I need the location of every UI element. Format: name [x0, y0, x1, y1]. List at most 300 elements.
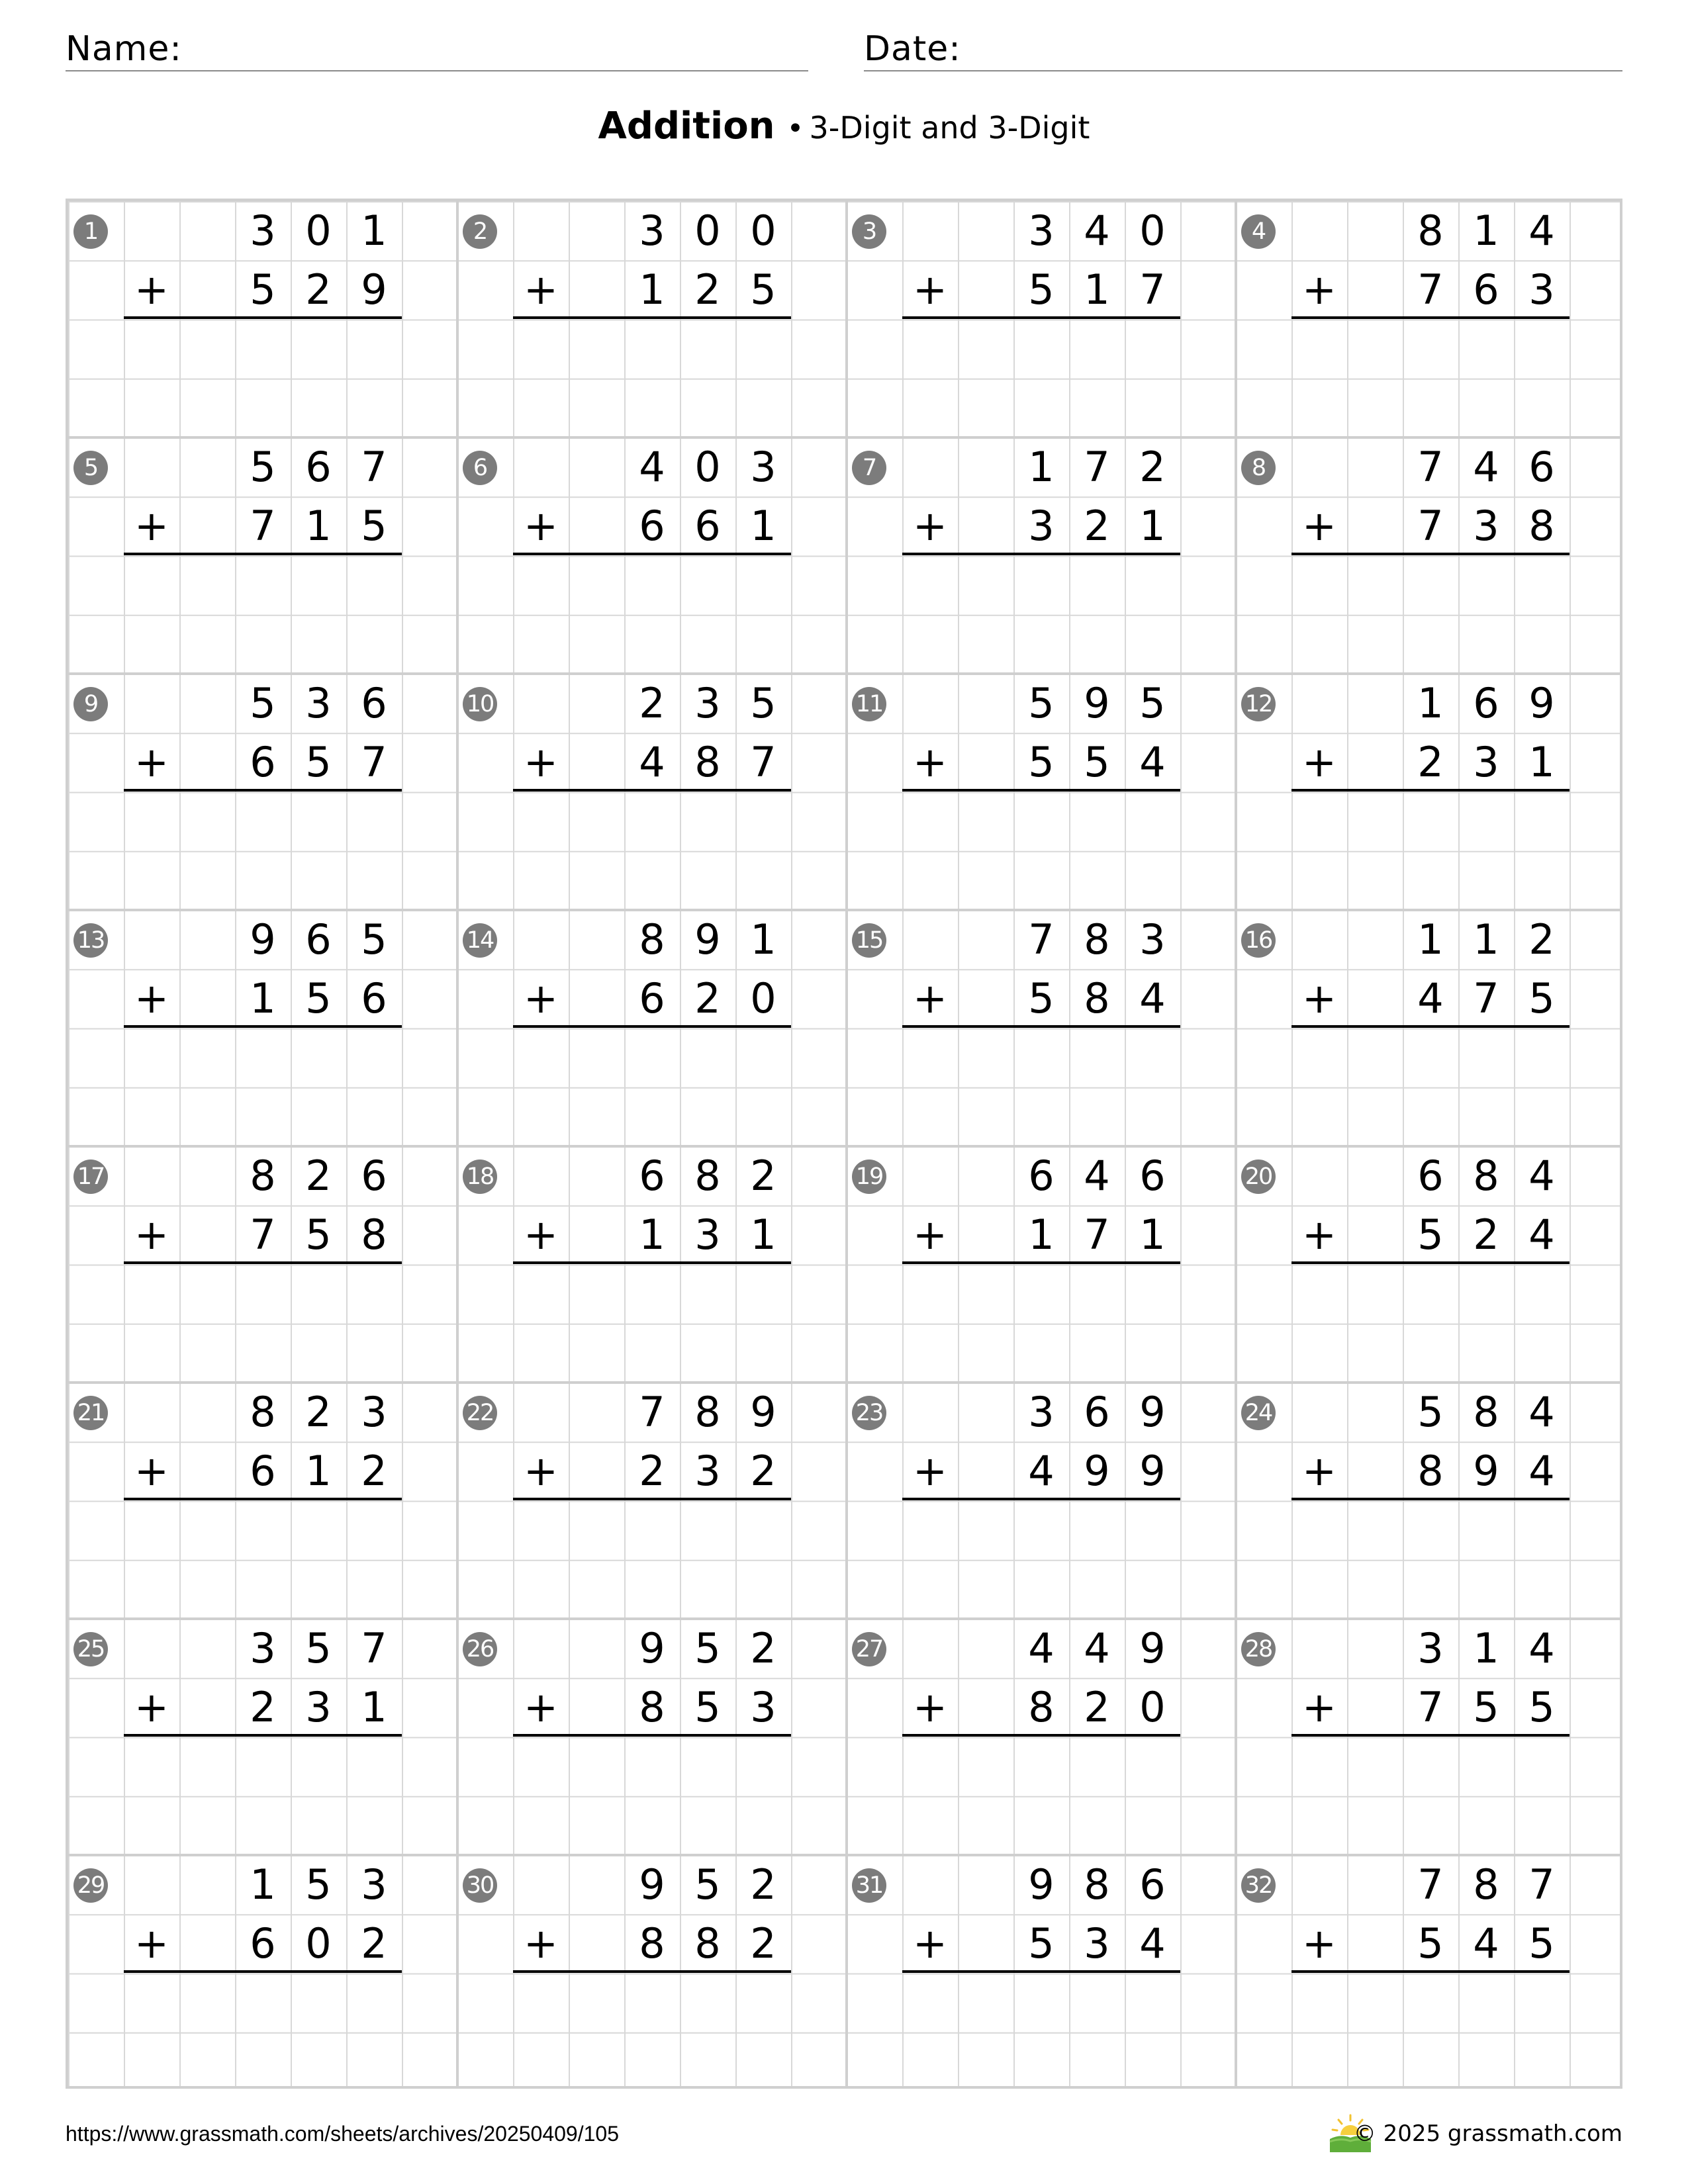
problem-16	[1236, 910, 1625, 1146]
addend-bottom-digit: 5	[305, 974, 332, 1023]
problem-number-badge: 18	[463, 1160, 497, 1194]
problem-number-badge: 13	[73, 923, 108, 958]
addend-top-digit: 2	[750, 1152, 776, 1200]
addend-bottom-digit: 1	[1028, 1210, 1055, 1259]
addend-top-digit: 9	[1028, 1860, 1055, 1909]
problem-10	[457, 674, 847, 910]
addend-top-digit: 1	[750, 915, 776, 964]
problem-1	[68, 201, 457, 437]
problem-number-badge: 15	[852, 923, 886, 958]
problem-number-badge: 14	[463, 923, 497, 958]
addend-bottom-digit: 3	[694, 1447, 721, 1496]
answer-area[interactable]	[958, 320, 1180, 438]
date-field[interactable]	[864, 25, 1622, 71]
answer-line	[124, 1261, 402, 1264]
addend-top-digit: 2	[1528, 915, 1555, 964]
plus-sign: +	[913, 1919, 947, 1968]
plus-sign: +	[913, 1210, 947, 1259]
addend-top-digit: 4	[639, 443, 665, 491]
addend-bottom-digit: 1	[1139, 502, 1166, 551]
addend-bottom-digit: 5	[1028, 738, 1055, 787]
addend-top-digit: 4	[1528, 206, 1555, 255]
addend-bottom-digit: 5	[1028, 265, 1055, 314]
addend-bottom-digit: 2	[1084, 1683, 1110, 1732]
addend-bottom-digit: 4	[1473, 1919, 1499, 1968]
problem-26	[457, 1619, 847, 1855]
plus-sign: +	[913, 502, 947, 550]
addend-top-digit: 8	[1473, 1860, 1499, 1909]
plus-sign: +	[1302, 1919, 1336, 1968]
addend-top-digit: 8	[1417, 206, 1444, 255]
addend-bottom-digit: 7	[750, 738, 776, 787]
title-separator: •	[786, 112, 804, 146]
problem-number-badge: 28	[1241, 1632, 1276, 1666]
answer-area[interactable]	[1347, 1501, 1570, 1619]
addend-bottom-digit: 7	[1417, 1683, 1444, 1732]
addend-bottom-digit: 8	[1084, 974, 1110, 1023]
addend-top-digit: 4	[1473, 443, 1499, 491]
addend-top-digit: 0	[694, 206, 721, 255]
answer-area[interactable]	[179, 1028, 402, 1147]
addend-top-digit: 6	[1473, 679, 1499, 727]
plus-sign: +	[1302, 738, 1336, 786]
addend-top-digit: 6	[1084, 1388, 1110, 1436]
answer-area[interactable]	[179, 1974, 402, 2092]
plus-sign: +	[524, 974, 558, 1023]
addend-bottom-digit: 7	[250, 1210, 276, 1259]
addend-bottom-digit: 4	[1528, 1210, 1555, 1259]
addend-bottom-digit: 5	[1028, 974, 1055, 1023]
addend-top-digit: 6	[361, 679, 387, 727]
addend-bottom-digit: 5	[1473, 1683, 1499, 1732]
addend-bottom-digit: 2	[361, 1447, 387, 1496]
addend-bottom-digit: 2	[305, 265, 332, 314]
answer-area[interactable]	[958, 1501, 1180, 1619]
plus-sign: +	[134, 738, 169, 786]
addend-top-digit: 2	[750, 1624, 776, 1672]
answer-line	[513, 1970, 791, 1973]
plus-sign: +	[913, 1683, 947, 1731]
problem-number-badge: 32	[1241, 1868, 1276, 1903]
addend-bottom-digit: 4	[1417, 974, 1444, 1023]
addend-bottom-digit: 4	[1139, 974, 1166, 1023]
addend-top-digit: 3	[361, 1388, 387, 1436]
problem-31	[847, 1855, 1236, 2091]
problem-number-badge: 21	[73, 1396, 108, 1430]
answer-area[interactable]	[179, 320, 402, 438]
answer-line	[902, 789, 1180, 792]
answer-area[interactable]	[569, 1974, 791, 2092]
addend-bottom-digit: 5	[250, 265, 276, 314]
problem-number-badge: 25	[73, 1632, 108, 1666]
plus-sign: +	[134, 265, 169, 314]
problem-number-badge: 20	[1241, 1160, 1276, 1194]
addend-bottom-digit: 6	[250, 1447, 276, 1496]
addend-bottom-digit: 7	[1084, 1210, 1110, 1259]
addend-top-digit: 0	[1139, 206, 1166, 255]
addend-top-digit: 8	[1473, 1388, 1499, 1436]
addend-bottom-digit: 4	[639, 738, 665, 787]
answer-line	[1291, 1970, 1570, 1973]
answer-area[interactable]	[569, 1501, 791, 1619]
answer-area[interactable]	[569, 1028, 791, 1147]
answer-area[interactable]	[1347, 1974, 1570, 2092]
addend-top-digit: 7	[639, 1388, 665, 1436]
answer-line	[1291, 789, 1570, 792]
addend-bottom-digit: 8	[1417, 1447, 1444, 1496]
addend-top-digit: 7	[1417, 1860, 1444, 1909]
problem-number-badge: 24	[1241, 1396, 1276, 1430]
addend-bottom-digit: 0	[305, 1919, 332, 1968]
answer-area[interactable]	[958, 1265, 1180, 1383]
addend-top-digit: 9	[250, 915, 276, 964]
plus-sign: +	[134, 974, 169, 1023]
addend-bottom-digit: 5	[1084, 738, 1110, 787]
addend-top-digit: 0	[305, 206, 332, 255]
addend-bottom-digit: 9	[1084, 1447, 1110, 1496]
addend-top-digit: 3	[750, 443, 776, 491]
addend-bottom-digit: 1	[1139, 1210, 1166, 1259]
answer-area[interactable]	[1347, 1737, 1570, 1856]
answer-area[interactable]	[1347, 556, 1570, 674]
addend-top-digit: 1	[1473, 206, 1499, 255]
answer-line	[124, 1734, 402, 1737]
addend-bottom-digit: 8	[694, 738, 721, 787]
problem-29	[68, 1855, 457, 2091]
addend-top-digit: 0	[750, 206, 776, 255]
addend-top-digit: 5	[305, 1860, 332, 1909]
addend-top-digit: 1	[250, 1860, 276, 1909]
problem-number-badge: 10	[463, 687, 497, 721]
addend-bottom-digit: 9	[361, 265, 387, 314]
problem-number-badge: 19	[852, 1160, 886, 1194]
plus-sign: +	[524, 1210, 558, 1259]
answer-line	[902, 1261, 1180, 1264]
addend-bottom-digit: 0	[1139, 1683, 1166, 1732]
problem-32	[1236, 1855, 1625, 2091]
problem-12	[1236, 674, 1625, 910]
answer-area[interactable]	[958, 792, 1180, 911]
addend-top-digit: 5	[1028, 679, 1055, 727]
answer-line	[1291, 1261, 1570, 1264]
plus-sign: +	[524, 1447, 558, 1495]
addend-bottom-digit: 1	[750, 502, 776, 551]
addend-bottom-digit: 6	[639, 974, 665, 1023]
addend-top-digit: 1	[1417, 915, 1444, 964]
answer-area[interactable]	[1347, 792, 1570, 911]
addend-top-digit: 9	[1139, 1388, 1166, 1436]
addend-top-digit: 3	[694, 679, 721, 727]
plus-sign: +	[913, 738, 947, 786]
addend-top-digit: 2	[750, 1860, 776, 1909]
addend-top-digit: 2	[1139, 443, 1166, 491]
problem-grid	[66, 199, 1622, 2089]
name-label: Name:	[66, 29, 182, 69]
answer-line	[124, 789, 402, 792]
answer-area[interactable]	[569, 792, 791, 911]
addend-top-digit: 9	[694, 915, 721, 964]
addend-top-digit: 5	[694, 1624, 721, 1672]
addend-top-digit: 3	[250, 1624, 276, 1672]
addend-bottom-digit: 2	[1084, 502, 1110, 551]
answer-area[interactable]	[179, 792, 402, 911]
problem-number-badge: 4	[1241, 214, 1276, 249]
addend-top-digit: 9	[639, 1860, 665, 1909]
answer-area[interactable]	[179, 556, 402, 674]
addend-bottom-digit: 3	[694, 1210, 721, 1259]
addend-top-digit: 4	[1084, 206, 1110, 255]
addend-top-digit: 4	[1528, 1152, 1555, 1200]
problem-number-badge: 30	[463, 1868, 497, 1903]
answer-area[interactable]	[569, 320, 791, 438]
addend-bottom-digit: 2	[639, 1447, 665, 1496]
addend-bottom-digit: 1	[639, 1210, 665, 1259]
footer-url: https://www.grassmath.com/sheets/archives/20250409/105	[66, 2122, 619, 2146]
answer-area[interactable]	[958, 1974, 1180, 2092]
addend-top-digit: 9	[1528, 679, 1555, 727]
problem-number-badge: 31	[852, 1868, 886, 1903]
answer-line	[513, 1734, 791, 1737]
plus-sign: +	[524, 265, 558, 314]
problem-4	[1236, 201, 1625, 437]
addend-top-digit: 9	[1084, 679, 1110, 727]
addend-bottom-digit: 7	[361, 738, 387, 787]
addend-bottom-digit: 2	[694, 974, 721, 1023]
problem-number-badge: 27	[852, 1632, 886, 1666]
addend-top-digit: 7	[1528, 1860, 1555, 1909]
addend-bottom-digit: 8	[361, 1210, 387, 1259]
addend-top-digit: 6	[305, 443, 332, 491]
problem-number-badge: 5	[73, 451, 108, 485]
problem-23	[847, 1383, 1236, 1619]
problem-number-badge: 17	[73, 1160, 108, 1194]
addend-bottom-digit: 3	[1028, 502, 1055, 551]
answer-line	[902, 1498, 1180, 1500]
addend-bottom-digit: 1	[1084, 265, 1110, 314]
addend-top-digit: 5	[694, 1860, 721, 1909]
problem-18	[457, 1146, 847, 1383]
problem-number-badge: 26	[463, 1632, 497, 1666]
addend-top-digit: 1	[1473, 915, 1499, 964]
addend-top-digit: 2	[305, 1152, 332, 1200]
addend-top-digit: 3	[361, 1860, 387, 1909]
answer-line	[513, 789, 791, 792]
answer-line	[124, 1025, 402, 1028]
addend-bottom-digit: 3	[1084, 1919, 1110, 1968]
addend-bottom-digit: 8	[694, 1919, 721, 1968]
addend-bottom-digit: 5	[305, 1210, 332, 1259]
addend-bottom-digit: 2	[250, 1683, 276, 1732]
addend-bottom-digit: 8	[639, 1919, 665, 1968]
answer-line	[1291, 316, 1570, 319]
addend-top-digit: 6	[1417, 1152, 1444, 1200]
problem-22	[457, 1383, 847, 1619]
addend-bottom-digit: 3	[1473, 502, 1499, 551]
problem-number-badge: 23	[852, 1396, 886, 1430]
problem-17	[68, 1146, 457, 1383]
plus-sign: +	[134, 1210, 169, 1259]
addend-bottom-digit: 1	[305, 1447, 332, 1496]
plus-sign: +	[134, 502, 169, 550]
answer-line	[1291, 1498, 1570, 1500]
addend-top-digit: 5	[1417, 1388, 1444, 1436]
addend-bottom-digit: 7	[1473, 974, 1499, 1023]
addend-top-digit: 4	[1528, 1624, 1555, 1672]
addend-bottom-digit: 4	[1139, 1919, 1166, 1968]
problem-number-badge: 6	[463, 451, 497, 485]
answer-area[interactable]	[958, 556, 1180, 674]
addend-bottom-digit: 9	[1473, 1447, 1499, 1496]
addend-bottom-digit: 5	[1528, 1919, 1555, 1968]
answer-line	[124, 553, 402, 555]
answer-area[interactable]	[569, 1265, 791, 1383]
problem-11	[847, 674, 1236, 910]
addend-top-digit: 6	[305, 915, 332, 964]
problem-number-badge: 9	[73, 687, 108, 721]
answer-area[interactable]	[569, 1737, 791, 1856]
answer-line	[124, 316, 402, 319]
problem-30	[457, 1855, 847, 2091]
answer-line	[124, 1970, 402, 1973]
addend-bottom-digit: 6	[250, 1919, 276, 1968]
addend-top-digit: 3	[1139, 915, 1166, 964]
plus-sign: +	[134, 1683, 169, 1731]
addend-top-digit: 2	[639, 679, 665, 727]
plus-sign: +	[524, 738, 558, 786]
addend-bottom-digit: 2	[1473, 1210, 1499, 1259]
name-field[interactable]	[66, 25, 808, 71]
addend-bottom-digit: 4	[1028, 1447, 1055, 1496]
answer-line	[1291, 553, 1570, 555]
problem-25	[68, 1619, 457, 1855]
addend-bottom-digit: 5	[1528, 974, 1555, 1023]
problem-14	[457, 910, 847, 1146]
addend-top-digit: 6	[1139, 1860, 1166, 1909]
worksheet-title	[0, 105, 1688, 148]
addend-bottom-digit: 1	[1528, 738, 1555, 787]
addend-top-digit: 7	[361, 443, 387, 491]
addend-top-digit: 3	[305, 679, 332, 727]
problem-24	[1236, 1383, 1625, 1619]
answer-line	[124, 1498, 402, 1500]
answer-area[interactable]	[569, 556, 791, 674]
addend-bottom-digit: 5	[361, 502, 387, 551]
addend-bottom-digit: 7	[1417, 265, 1444, 314]
addend-top-digit: 8	[1473, 1152, 1499, 1200]
date-label: Date:	[864, 29, 961, 69]
addend-top-digit: 4	[1028, 1624, 1055, 1672]
addend-bottom-digit: 1	[361, 1683, 387, 1732]
addend-top-digit: 1	[1417, 679, 1444, 727]
answer-area[interactable]	[958, 1028, 1180, 1147]
answer-area[interactable]	[1347, 320, 1570, 438]
problem-number-badge: 8	[1241, 451, 1276, 485]
plus-sign: +	[913, 1447, 947, 1495]
addend-top-digit: 9	[1139, 1624, 1166, 1672]
problem-number-badge: 22	[463, 1396, 497, 1430]
addend-bottom-digit: 1	[750, 1210, 776, 1259]
addend-top-digit: 8	[1084, 1860, 1110, 1909]
addend-bottom-digit: 2	[1417, 738, 1444, 787]
addend-top-digit: 5	[361, 915, 387, 964]
problem-number-badge: 7	[852, 451, 886, 485]
answer-line	[902, 316, 1180, 319]
problem-5	[68, 437, 457, 674]
addend-bottom-digit: 1	[305, 502, 332, 551]
problem-9	[68, 674, 457, 910]
answer-area[interactable]	[179, 1737, 402, 1856]
addend-top-digit: 3	[1417, 1624, 1444, 1672]
addend-bottom-digit: 7	[1139, 265, 1166, 314]
title-subtitle: 3-Digit and 3-Digit	[809, 110, 1090, 146]
addend-top-digit: 5	[305, 1624, 332, 1672]
addend-top-digit: 1	[1028, 443, 1055, 491]
addend-bottom-digit: 6	[639, 502, 665, 551]
addend-bottom-digit: 5	[694, 1683, 721, 1732]
addend-bottom-digit: 0	[750, 974, 776, 1023]
addend-bottom-digit: 4	[1139, 738, 1166, 787]
addend-top-digit: 1	[361, 206, 387, 255]
answer-area[interactable]	[958, 1737, 1180, 1856]
addend-bottom-digit: 7	[1417, 502, 1444, 551]
addend-top-digit: 8	[694, 1388, 721, 1436]
plus-sign: +	[134, 1919, 169, 1968]
plus-sign: +	[913, 265, 947, 314]
problem-number-badge: 29	[73, 1868, 108, 1903]
problem-15	[847, 910, 1236, 1146]
addend-bottom-digit: 5	[750, 265, 776, 314]
plus-sign: +	[1302, 1447, 1336, 1495]
answer-area[interactable]	[179, 1265, 402, 1383]
addend-bottom-digit: 2	[694, 265, 721, 314]
addend-bottom-digit: 3	[750, 1683, 776, 1732]
answer-line	[1291, 1025, 1570, 1028]
answer-line	[902, 1025, 1180, 1028]
addend-top-digit: 6	[361, 1152, 387, 1200]
addend-top-digit: 6	[1139, 1152, 1166, 1200]
addend-bottom-digit: 8	[1028, 1683, 1055, 1732]
title-main: Addition	[598, 105, 775, 148]
problem-number-badge: 2	[463, 214, 497, 249]
plus-sign: +	[1302, 1683, 1336, 1731]
problem-28	[1236, 1619, 1625, 1855]
addend-top-digit: 9	[750, 1388, 776, 1436]
answer-area[interactable]	[1347, 1265, 1570, 1383]
addend-top-digit: 3	[250, 206, 276, 255]
plus-sign: +	[1302, 974, 1336, 1023]
addend-top-digit: 2	[305, 1388, 332, 1436]
answer-area[interactable]	[179, 1501, 402, 1619]
problem-20	[1236, 1146, 1625, 1383]
addend-bottom-digit: 5	[1417, 1210, 1444, 1259]
answer-line	[513, 1498, 791, 1500]
addend-bottom-digit: 6	[250, 738, 276, 787]
addend-top-digit: 7	[361, 1624, 387, 1672]
addend-bottom-digit: 1	[639, 265, 665, 314]
footer-copyright: © 2025 grassmath.com	[1353, 2120, 1622, 2147]
problem-19	[847, 1146, 1236, 1383]
answer-area[interactable]	[1347, 1028, 1570, 1147]
addend-bottom-digit: 2	[361, 1919, 387, 1968]
problem-27	[847, 1619, 1236, 1855]
problem-number-badge: 3	[852, 214, 886, 249]
answer-line	[902, 553, 1180, 555]
addend-top-digit: 7	[1084, 443, 1110, 491]
addend-bottom-digit: 2	[750, 1447, 776, 1496]
addend-bottom-digit: 1	[250, 974, 276, 1023]
answer-line	[1291, 1734, 1570, 1737]
addend-top-digit: 1	[1473, 1624, 1499, 1672]
